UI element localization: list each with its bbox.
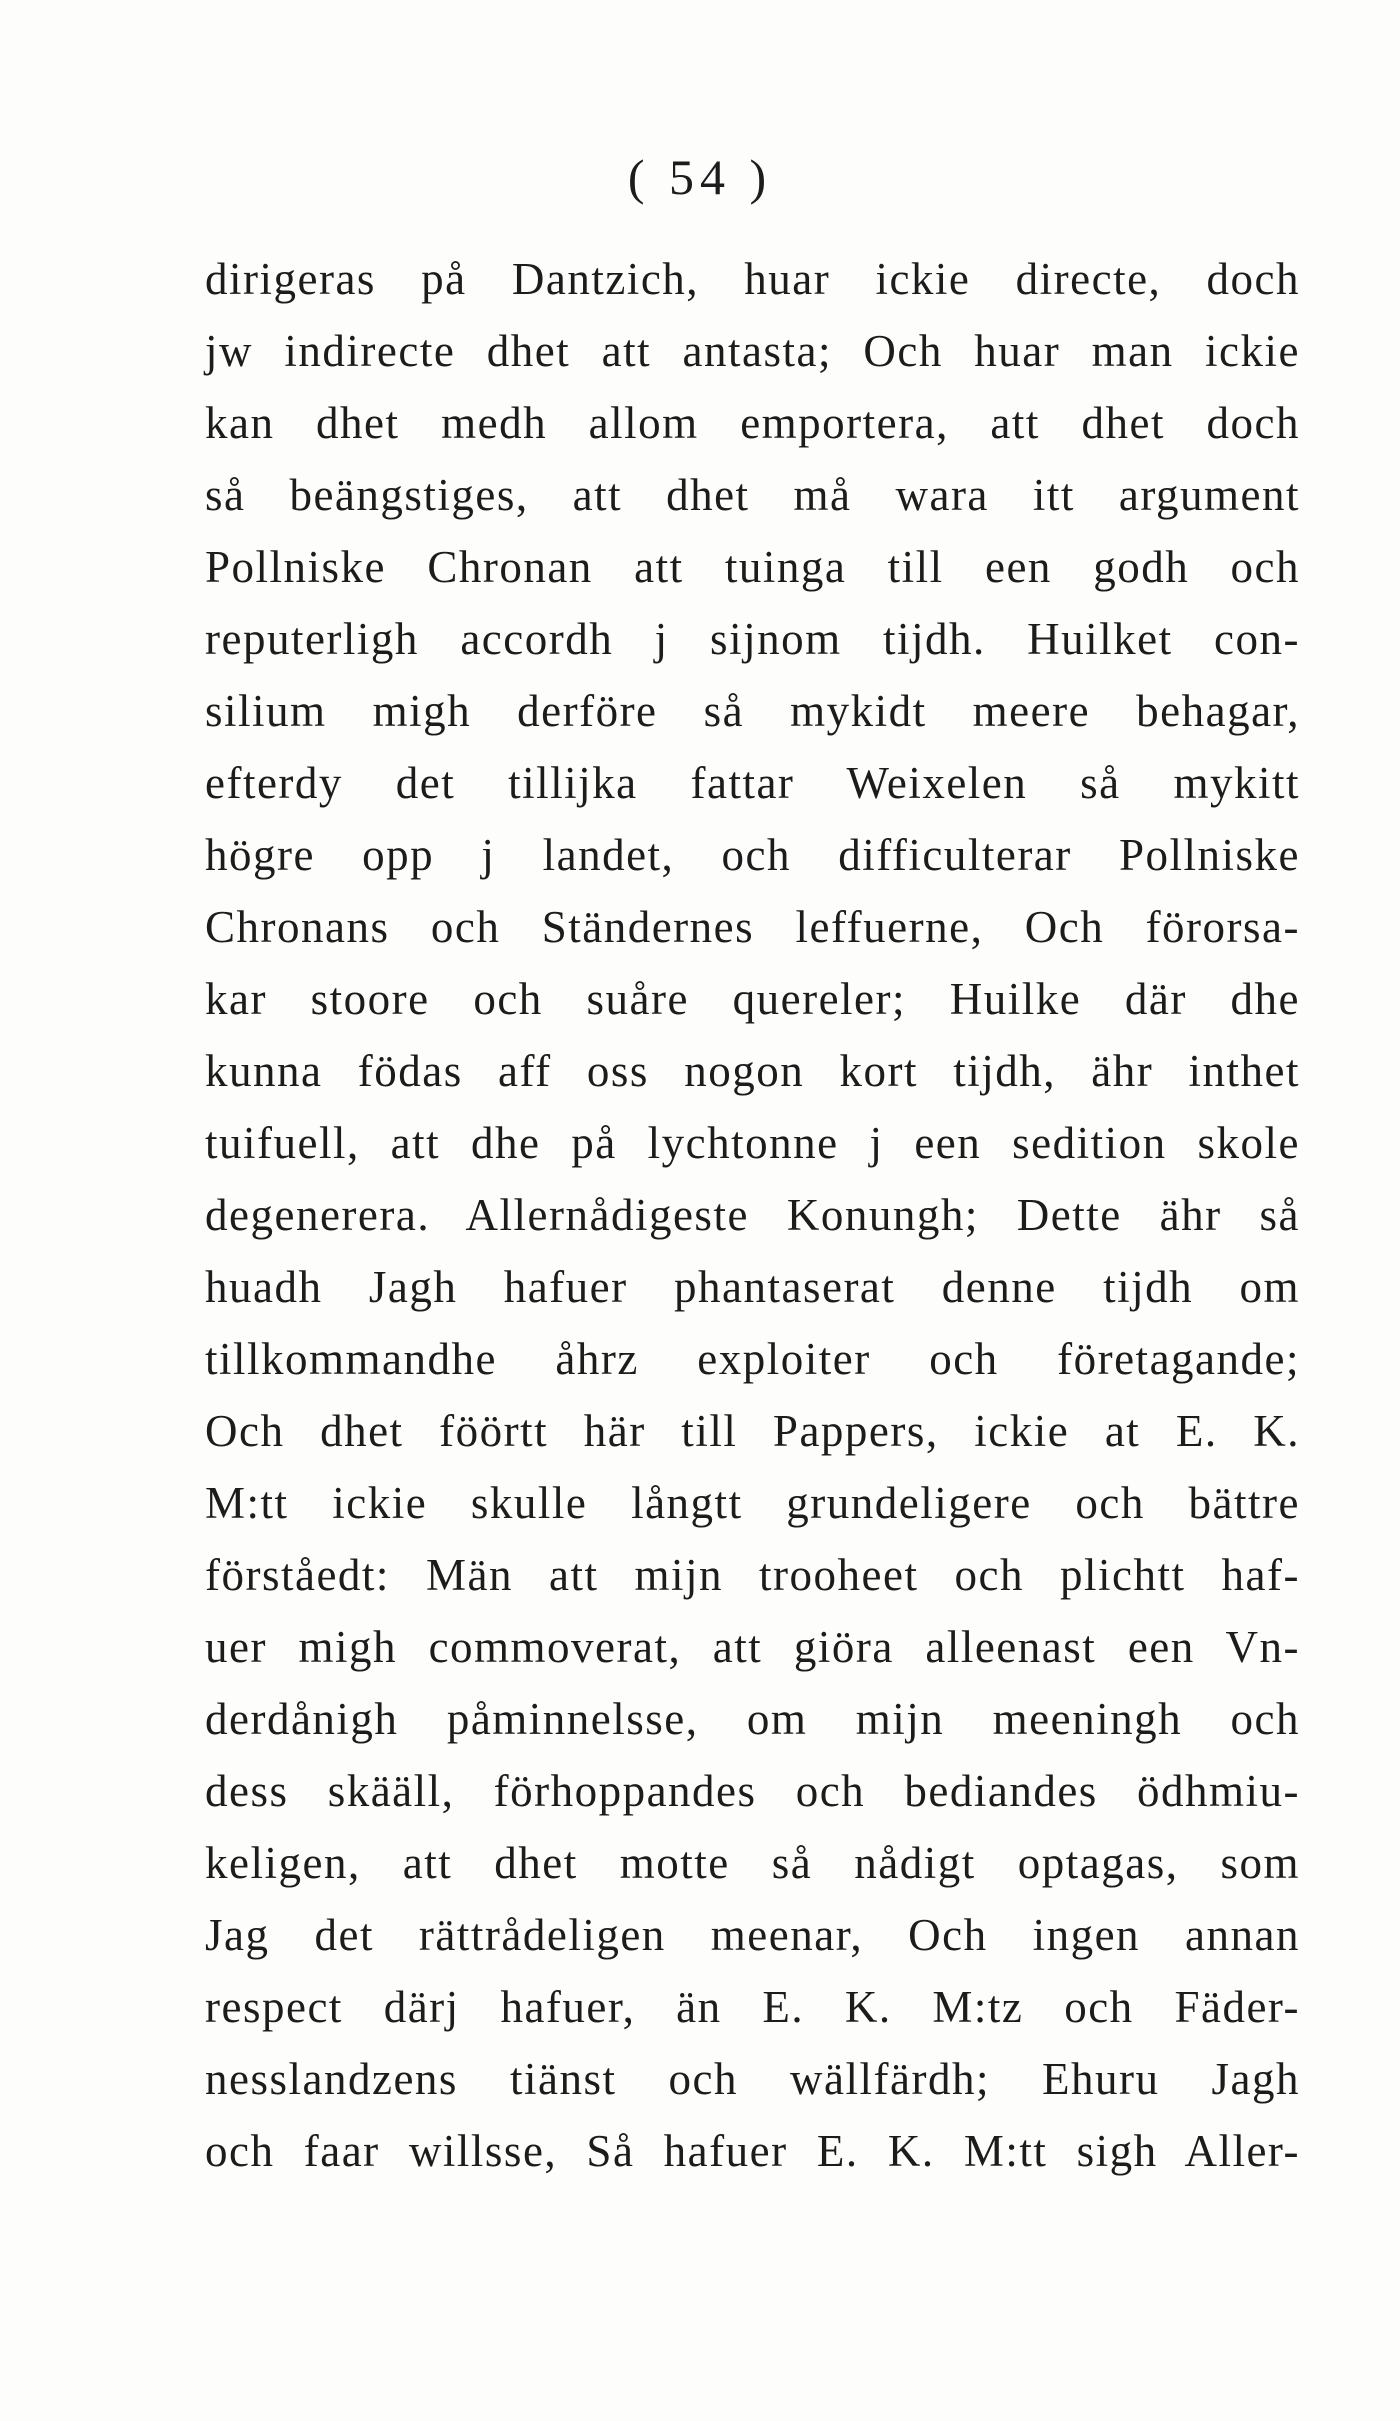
text-line: silium migh derföre så mykidt meere behagar, — [205, 686, 1300, 736]
text-line: kunna födas aff oss nogon kort tijdh, ähr inthet — [205, 1046, 1300, 1096]
text-line: efterdy det tillijka fattar Weixelen så mykitt — [205, 758, 1300, 808]
text-line: och faar willsse, Så hafuer E. K. M:tt sigh Aller- — [205, 2126, 1300, 2176]
text-line: kar stoore och suåre quereler; Huilke där dhe — [205, 974, 1300, 1024]
text-line: högre opp j landet, och difficulterar Pollniske — [205, 830, 1300, 880]
text-line: respect därj hafuer, än E. K. M:tz och Fäder- — [205, 1982, 1300, 2032]
text-line: kan dhet medh allom emportera, att dhet doch — [205, 398, 1300, 448]
text-line: förståedt: Män att mijn trooheet och plichtt haf- — [205, 1550, 1300, 1600]
text-line: reputerligh accordh j sijnom tijdh. Huilket con- — [205, 614, 1300, 664]
text-line: M:tt ickie skulle långtt grundeligere och bättre — [205, 1478, 1300, 1528]
text-line: huadh Jagh hafuer phantaserat denne tijdh om — [205, 1262, 1300, 1312]
text-line: Pollniske Chronan att tuinga till een godh och — [205, 542, 1300, 592]
text-line: Och dhet föörtt här till Pappers, ickie at E. K. — [205, 1406, 1300, 1456]
text-line: uer migh commoverat, att giöra alleenast een Vn- — [205, 1622, 1300, 1672]
body-text — [205, 243, 1300, 2187]
text-line: derdånigh påminnelsse, om mijn meeningh och — [205, 1694, 1300, 1744]
text-line: keligen, att dhet motte så nådigt optagas, som — [205, 1838, 1300, 1888]
text-line: jw indirecte dhet att antasta; Och huar man ickie — [205, 326, 1300, 376]
text-line: så beängstiges, att dhet må wara itt argument — [205, 470, 1300, 520]
text-line: dirigeras på Dantzich, huar ickie directe, doch — [205, 254, 1300, 304]
text-line: Chronans och Ständernes leffuerne, Och förorsa- — [205, 902, 1300, 952]
text-line: dess skääll, förhoppandes och bediandes ödhmiu- — [205, 1766, 1300, 1816]
text-line: degenerera. Allernådigeste Konungh; Dette ähr så — [205, 1190, 1300, 1240]
text-line: Jag det rättrådeligen meenar, Och ingen annan — [205, 1910, 1300, 1960]
text-line: tillkommandhe åhrz exploiter och företagande; — [205, 1334, 1300, 1384]
page-number: ( 54 ) — [627, 149, 773, 205]
text-line: nesslandzens tiänst och wällfärdh; Ehuru Jagh — [205, 2054, 1300, 2104]
text-line: tuifuell, att dhe på lychtonne j een sedition skole — [205, 1118, 1300, 1168]
